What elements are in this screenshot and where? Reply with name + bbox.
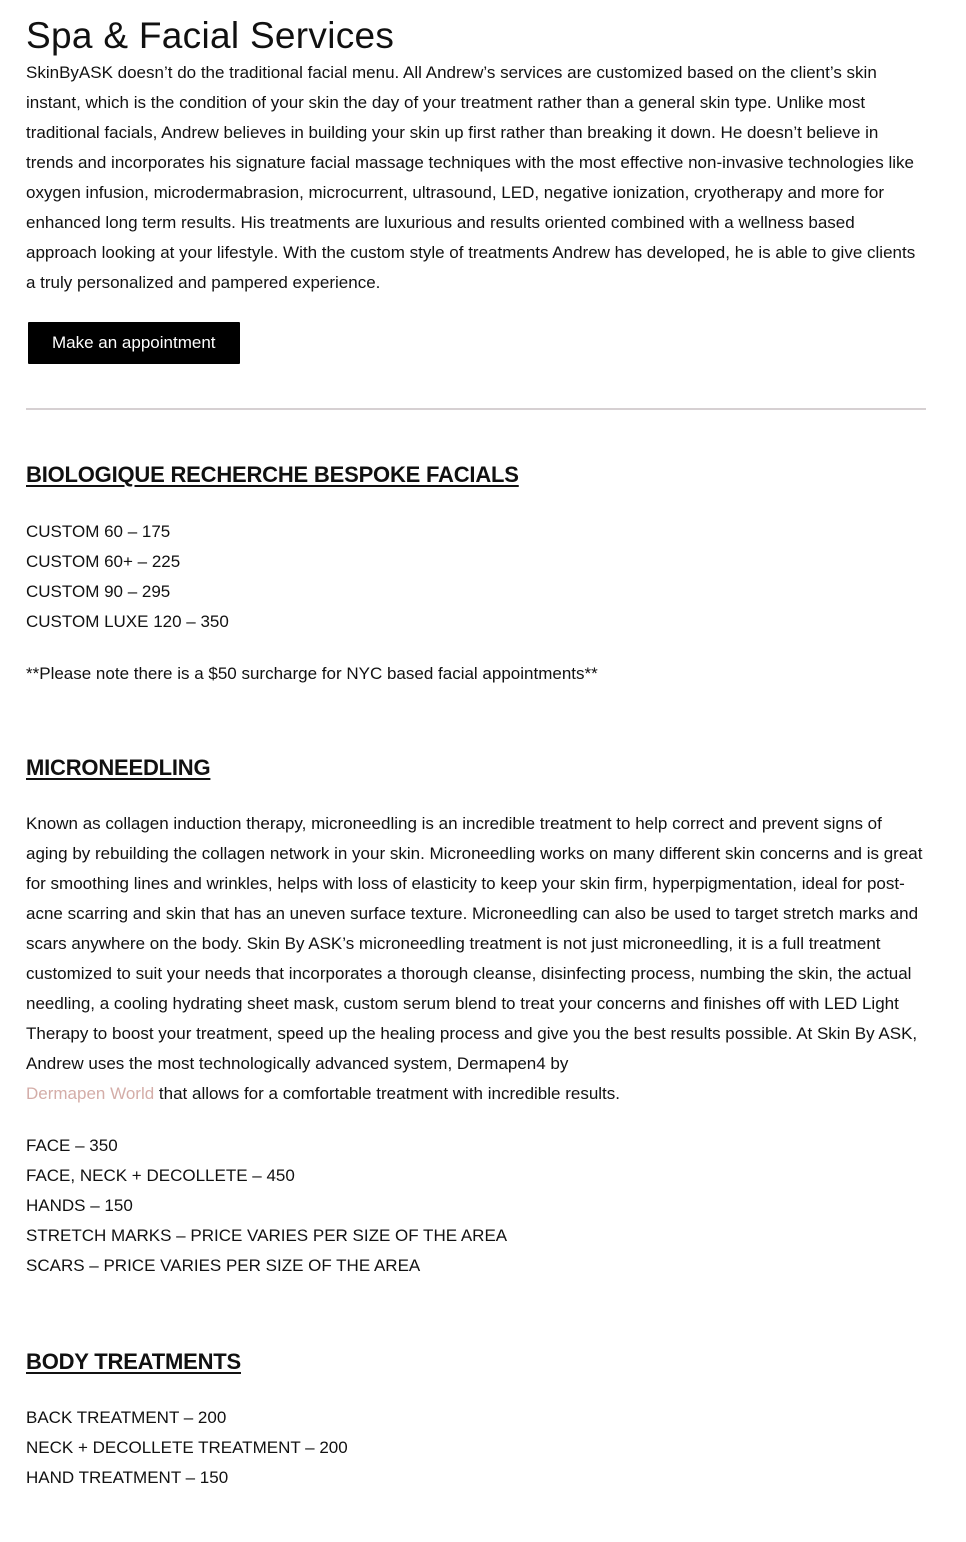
price-item: CUSTOM LUXE 120 – 350 — [26, 612, 229, 631]
section-divider — [26, 408, 926, 410]
microneedling-price-list — [26, 1131, 926, 1281]
microneedling-description-text: Known as collagen induction therapy, microneedling is an incredible treatment to help correct and prevent signs of aging by rebuilding the collagen network in your skin. Microneedling works on many different skin concerns and is great for smoothing lines and wrinkles, helps with loss of elasticity to keep your skin firm, hyperpigmentation, ideal for post-acne scarring and skin that has an uneven surface texture. Microneedling can also be used to target stretch marks and scars anywhere on the body. Skin By ASK’s microneedling treatment is not just microneedling, it is a full treatment customized to suit your needs that incorporates a thorough cleanse, disinfecting process, numbing the skin, the actual needling, a cooling hydrating sheet mask, custom serum blend to treat your concerns and finishes off with LED Light Therapy to boost your treatment, speed up the healing process and give you the best results possible. At Skin By ASK, Andrew uses the most technologically advanced system, Dermapen4 by — [26, 814, 923, 1073]
price-item: NECK + DECOLLETE TREATMENT – 200 — [26, 1438, 348, 1457]
intro-paragraph: SkinByASK doesn’t do the traditional facial menu. All Andrew’s services are customized based on the client’s skin instant, which is the condition of your skin the day of your treatment rather than a general skin type. Unlike most traditional facials, Andrew believes in building your skin up first rather than breaking it down. He doesn’t believe in trends and incorporates his signature facial massage techniques with the most effective non-invasive technologies like oxygen infusion, microdermabrasion, microcurrent, ultrasound, LED, negative ionization, cryotherapy and more for enhanced long term results. His treatments are luxurious and results oriented combined with a wellness based approach looking at your lifestyle. With the custom style of treatments Andrew has developed, he is able to give clients a truly personalized and pampered experience. — [26, 63, 916, 292]
page-title: Spa & Facial Services — [26, 15, 395, 56]
price-item: HAND TREATMENT – 150 — [26, 1468, 229, 1487]
body-price-list — [26, 1403, 926, 1493]
price-item: CUSTOM 60+ – 225 — [26, 552, 181, 571]
price-item: FACE – 350 — [26, 1136, 118, 1155]
microneedling-description-tail: that allows for a comfortable treatment with incredible results. — [154, 1084, 621, 1103]
microneedling-description — [26, 809, 926, 1109]
facials-price-list — [26, 517, 926, 637]
facials-section — [26, 460, 926, 689]
price-item: CUSTOM 60 – 175 — [26, 522, 171, 541]
body-treatments-heading: BODY TREATMENTS — [26, 1349, 241, 1374]
price-item: CUSTOM 90 – 295 — [26, 582, 171, 601]
price-item: FACE, NECK + DECOLLETE – 450 — [26, 1166, 295, 1185]
price-item: BACK TREATMENT – 200 — [26, 1408, 227, 1427]
microneedling-section — [26, 753, 926, 1281]
price-item: SCARS – PRICE VARIES PER SIZE OF THE AREA — [26, 1256, 421, 1275]
body-treatments-section — [26, 1347, 926, 1493]
dermapen-world-link[interactable]: Dermapen World — [26, 1084, 155, 1103]
price-item: HANDS – 150 — [26, 1196, 133, 1215]
price-item: STRETCH MARKS – PRICE VARIES PER SIZE OF THE AREA — [26, 1226, 508, 1245]
make-appointment-button[interactable]: Make an appointment — [28, 322, 240, 364]
facials-heading: BIOLOGIQUE RECHERCHE BESPOKE FACIALS — [26, 462, 519, 487]
microneedling-heading: MICRONEEDLING — [26, 755, 211, 780]
surcharge-note: **Please note there is a $50 surcharge for NYC based facial appointments** — [26, 664, 598, 683]
